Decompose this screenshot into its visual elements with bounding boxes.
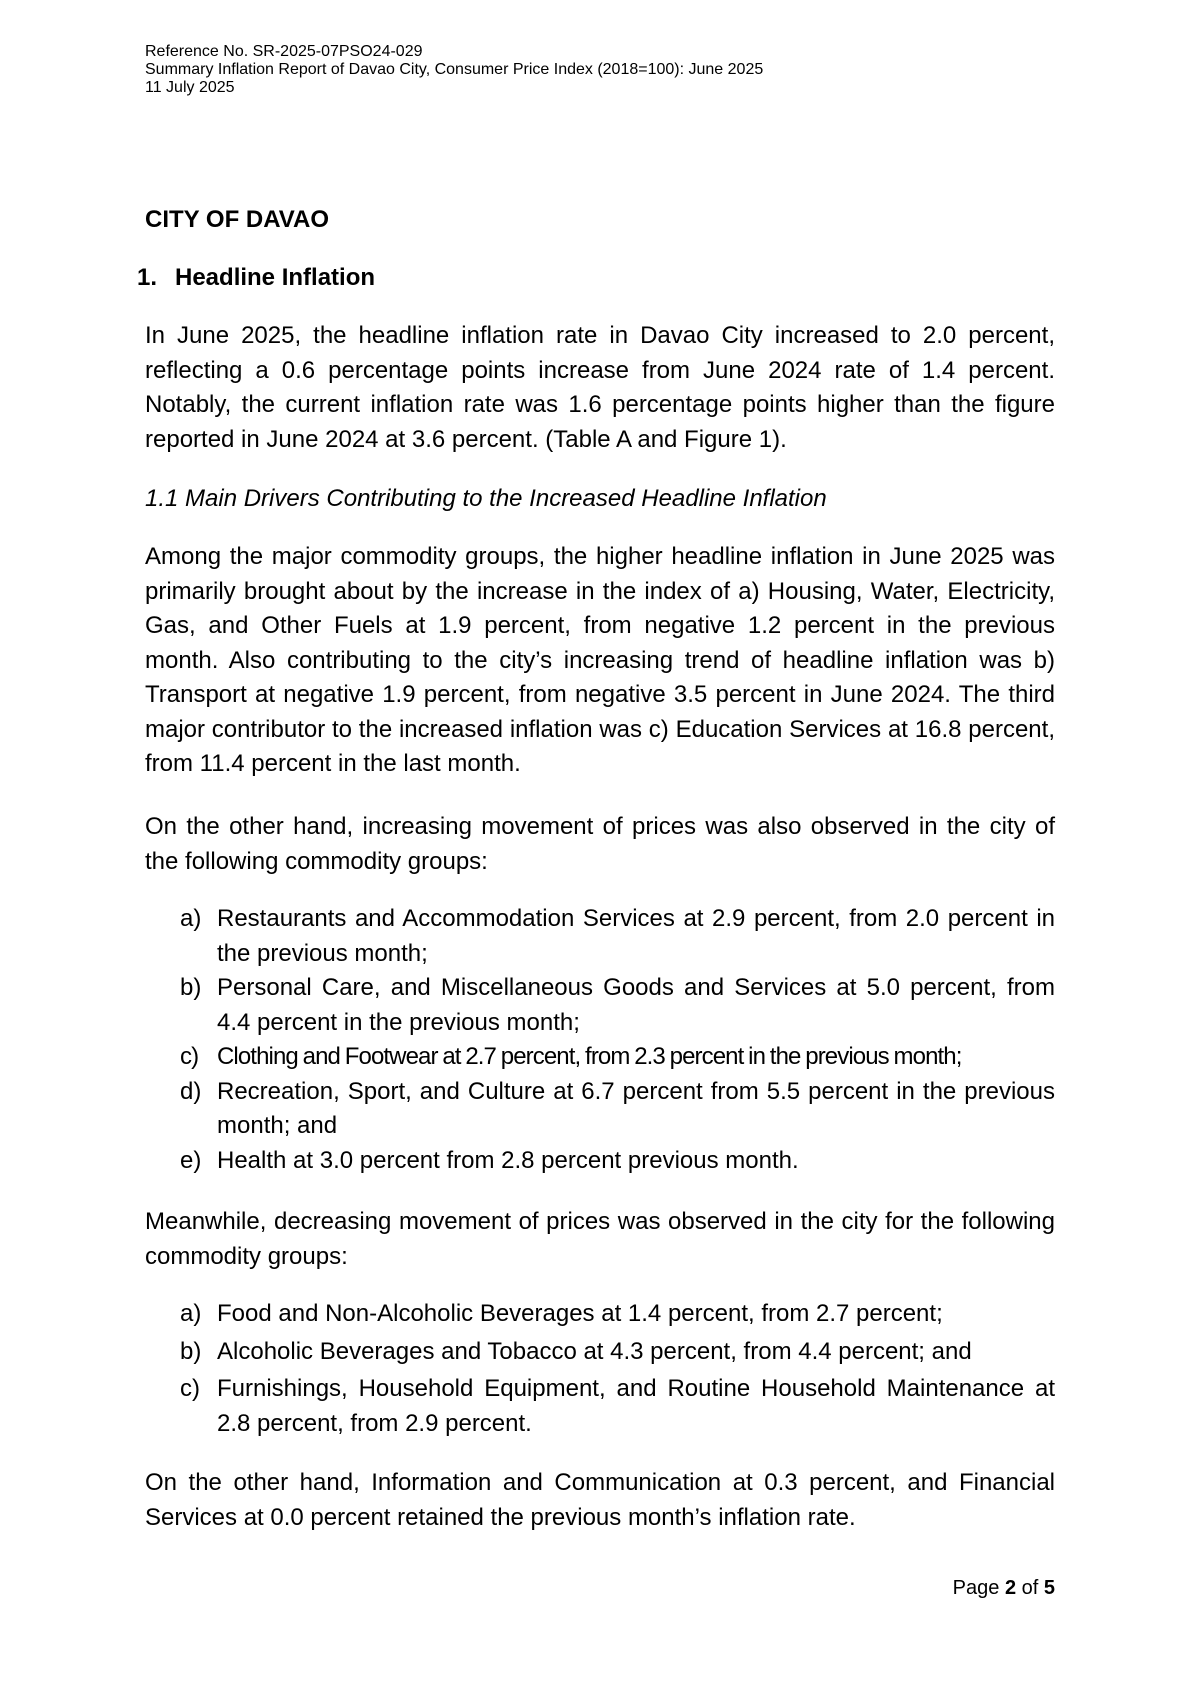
list-marker: c): [180, 1043, 199, 1070]
list-item: [180, 1040, 1055, 1075]
list-item: [180, 1372, 1055, 1441]
list-item-text: Furnishings, Household Equipment, and Routine Household Maintenance at 2.8 percent, from 2.9 percent.: [217, 1375, 1055, 1437]
paragraph-headline-summary: In June 2025, the headline inflation rate in Davao City increased to 2.0 percent, reflecting a 0.6 percentage points increase from June 2024 rate of 1.4 percent. Notably, the current inflation rate was 1.6 percentage points higher than the figure reported in June 2024 at 3.6 percent. (Table A and Figure 1).: [145, 322, 1055, 453]
list-marker: e): [180, 1146, 202, 1174]
increasing-commodity-list: [180, 902, 1055, 1178]
list-item: [180, 1075, 1055, 1144]
list-item: [180, 1297, 1055, 1332]
total-page-count: 5: [1043, 1577, 1055, 1599]
paragraph-increasing-intro: On the other hand, increasing movement of prices was also observed in the city of the following commodity groups:: [145, 813, 1055, 875]
list-item: [180, 971, 1055, 1040]
list-marker: b): [180, 1337, 202, 1365]
of-label: of: [1021, 1577, 1039, 1599]
list-marker: a): [180, 1300, 202, 1327]
list-item-text: Alcoholic Beverages and Tobacco at 4.3 percent, from 4.4 percent; and: [217, 1337, 972, 1365]
page-number-footer: [940, 1576, 1055, 1600]
decreasing-commodity-list: [180, 1297, 1055, 1444]
section-title: CITY OF DAVAO: [145, 206, 330, 233]
list-marker: d): [180, 1077, 202, 1105]
list-item-text: Clothing and Footwear at 2.7 percent, from 2.3 percent in the previous month;: [217, 1043, 962, 1070]
list-item-text: Personal Care, and Miscellaneous Goods and Services at 5.0 percent, from 4.4 percent in the previous month;: [217, 974, 1055, 1036]
heading-number: 1.: [137, 264, 158, 291]
list-item-text: Food and Non-Alcoholic Beverages at 1.4 percent, from 2.7 percent;: [217, 1300, 943, 1327]
list-item-text: Restaurants and Accommodation Services at 2.9 percent, from 2.0 percent in the previous month;: [217, 905, 1055, 967]
heading-headline-inflation: [137, 263, 375, 293]
heading-text: Headline Inflation: [175, 264, 376, 291]
subheading-main-drivers: 1.1 Main Drivers Contributing to the Increased Headline Inflation: [145, 485, 827, 512]
list-item: [180, 1335, 1055, 1370]
list-item: [180, 1144, 1055, 1179]
list-item: [180, 902, 1055, 971]
reference-number: Reference No. SR-2025-07PSO24-029: [145, 43, 423, 60]
list-marker: c): [180, 1375, 200, 1402]
page-label: Page: [952, 1577, 1000, 1599]
paragraph-retained-rates: On the other hand, Information and Communication at 0.3 percent, and Financial Services at 0.0 percent retained the previous month’s inflation rate.: [145, 1469, 1055, 1531]
list-item-text: Health at 3.0 percent from 2.8 percent previous month.: [217, 1146, 799, 1174]
paragraph-decreasing-intro: Meanwhile, decreasing movement of prices was observed in the city for the following commodity groups:: [145, 1208, 1055, 1270]
report-title: Summary Inflation Report of Davao City, Consumer Price Index (2018=100): June 2025: [145, 61, 764, 78]
document-header: [145, 43, 763, 97]
current-page-number: 2: [1004, 1577, 1017, 1599]
paragraph-main-drivers: Among the major commodity groups, the higher headline inflation in June 2025 was primarily brought about by the increase in the index of a) Housing, Water, Electricity, Gas, and Other Fuels at 1.9 percent, from negative 1.2 percent in the previous month. Also contributing to the city’s increasing trend of headline inflation was b) Transport at negative 1.9 percent, from negative 3.5 percent in June 2024. The third major contributor to the increased inflation was c) Education Services at 16.8 percent, from 11.4 percent in the last month.: [145, 543, 1055, 777]
list-marker: b): [180, 974, 202, 1001]
list-item-text: Recreation, Sport, and Culture at 6.7 percent from 5.5 percent in the previous month; and: [217, 1077, 1055, 1139]
report-date: 11 July 2025: [145, 79, 235, 96]
list-marker: a): [180, 905, 202, 932]
